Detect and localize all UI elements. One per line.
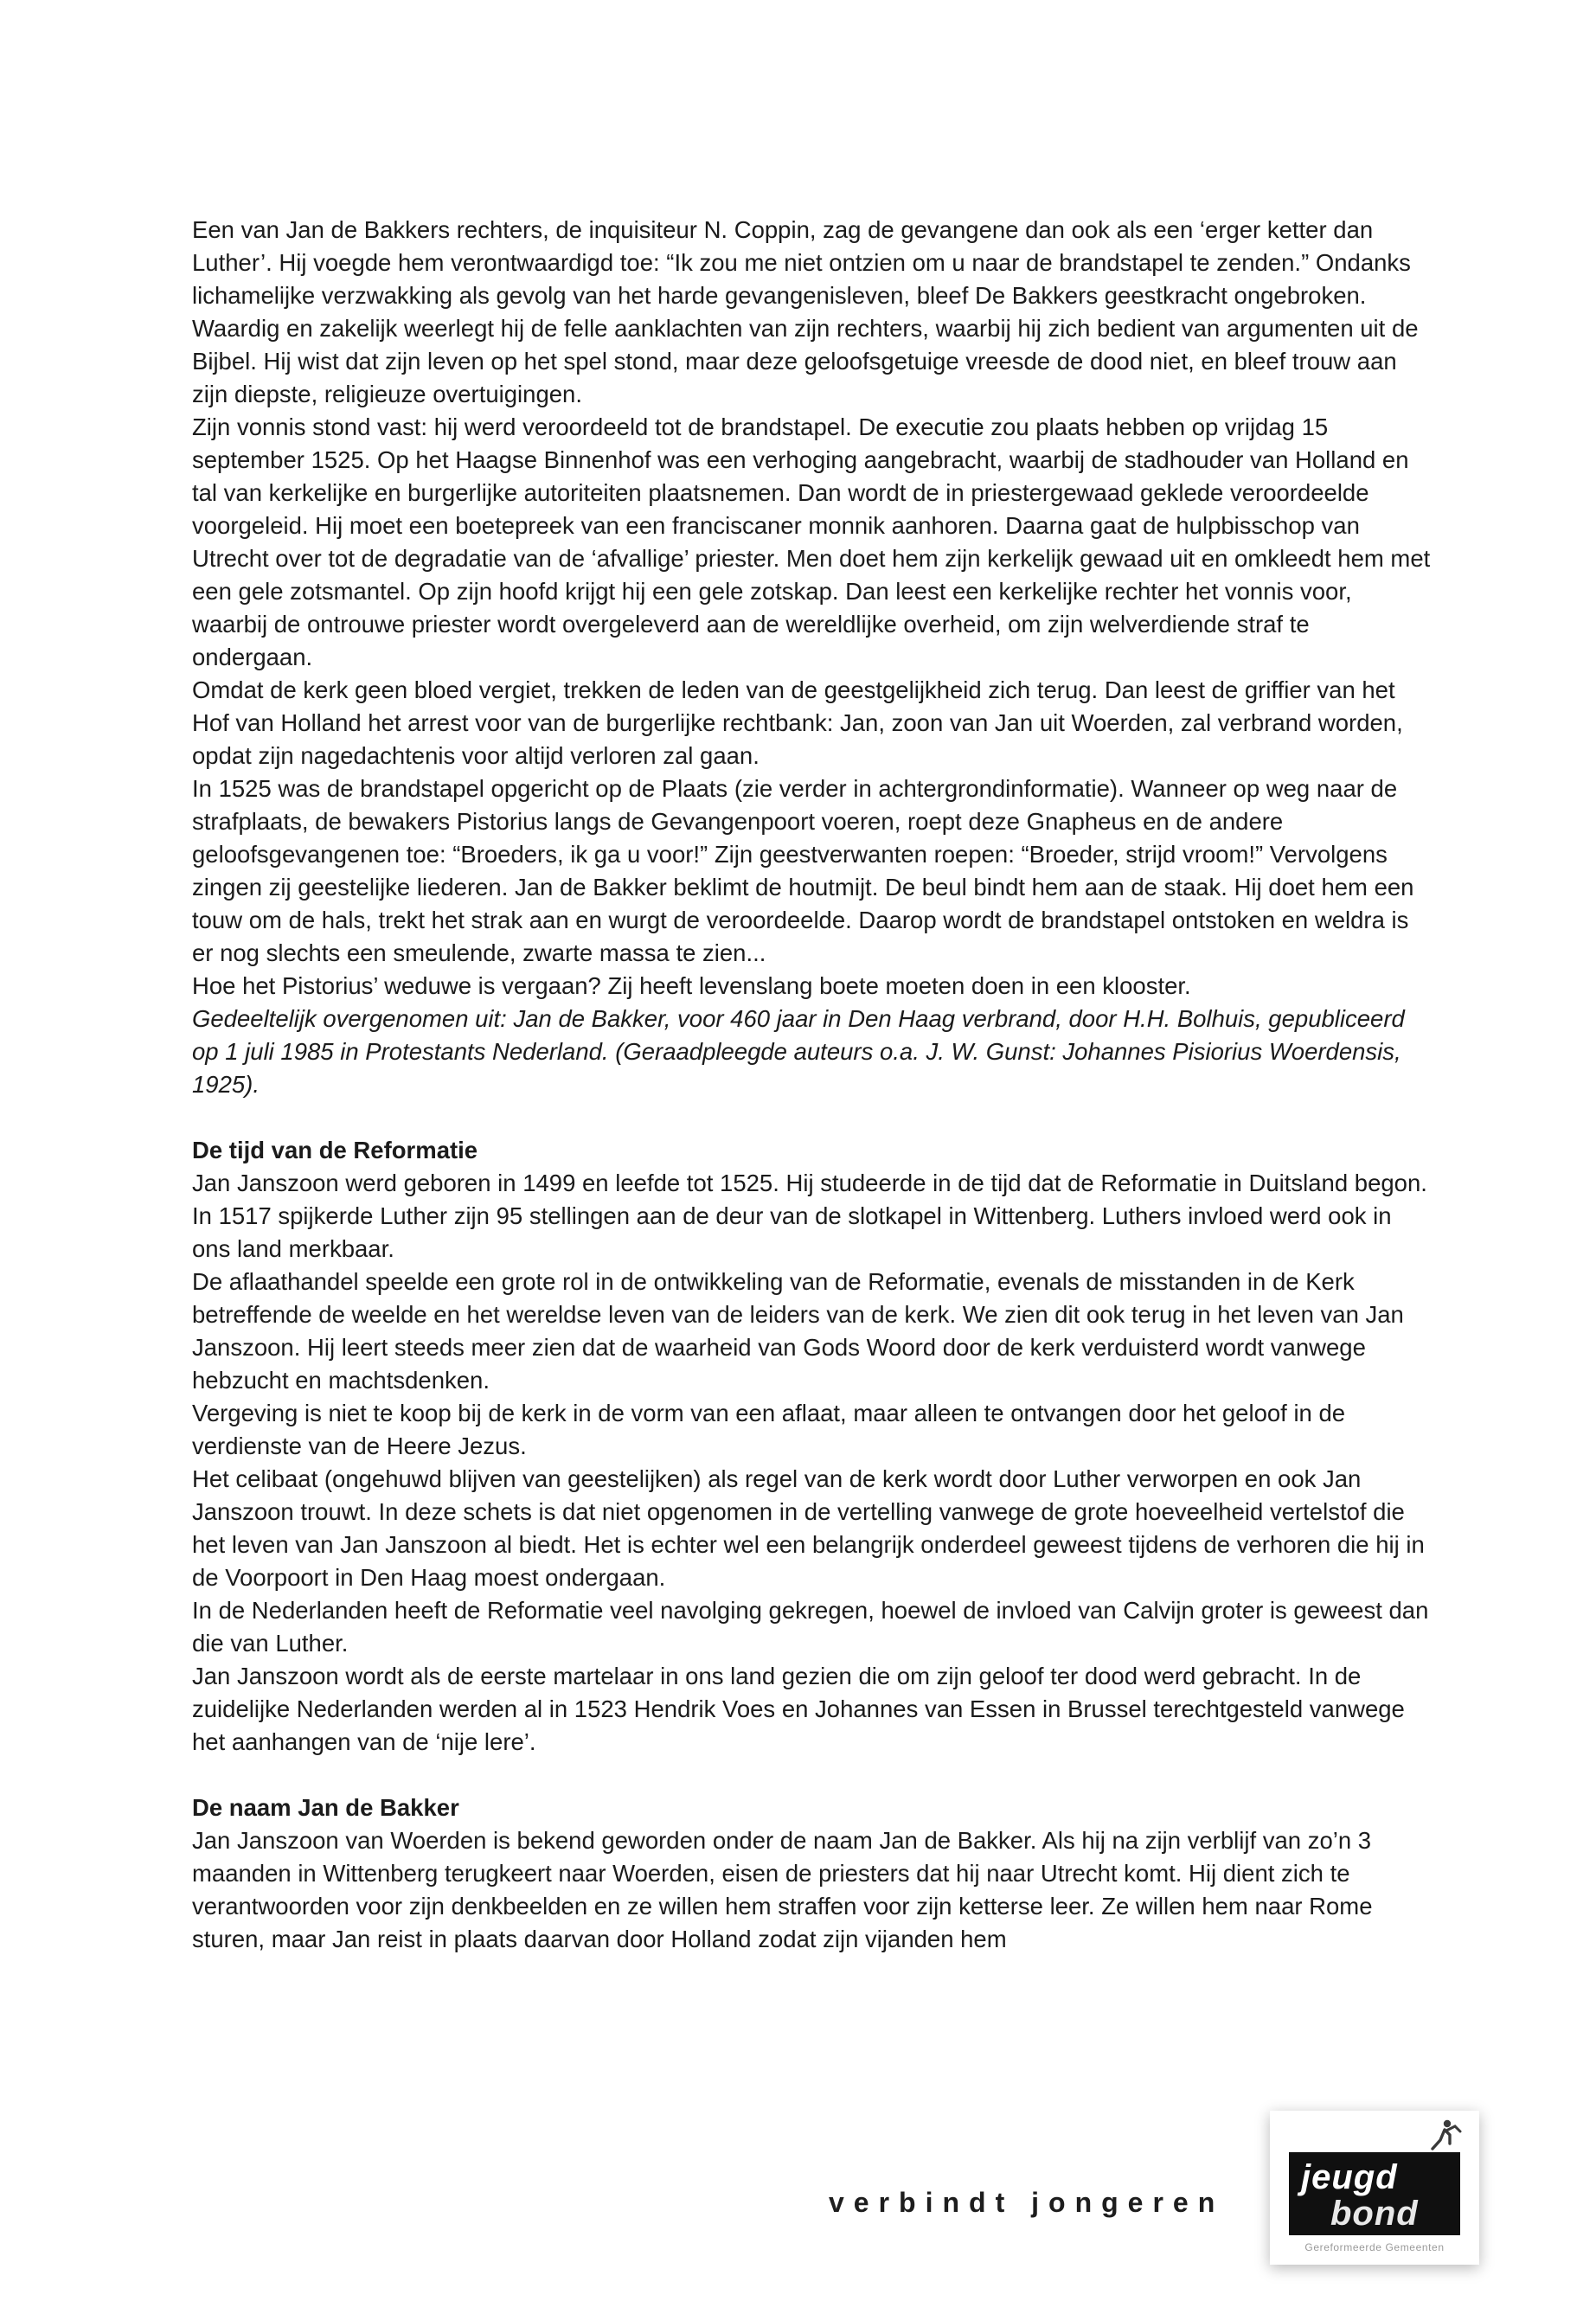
logo-black-box: [1289, 2152, 1460, 2235]
paragraph: Een van Jan de Bakkers rechters, de inquisiteur N. Coppin, zag de gevangene dan ook als een ‘erger ketter dan Luther’. Hij voegde hem verontwaardigd toe: “Ik zou me niet ontzien om u naar de brandstapel te zenden.” Ondanks lichamelijke verzwakking als gevolg van het harde gevangenisleven, bleef De Bakkers geestkracht ongebroken. Waardig en zakelijk weerlegt hij de felle aanklachten van zijn rechters, waarbij hij zich bedient van argumenten uit de Bijbel. Hij wist dat zijn leven op het spel stond, maar deze geloofsgetuige vreesde de dood niet, en bleef trouw aan zijn diepste, religieuze overtuigingen.: [192, 216, 1419, 407]
paragraph: Jan Janszoon werd geboren in 1499 en leefde tot 1525. Hij studeerde in de tijd dat de Reformatie in Duitsland begon. In 1517 spijkerde Luther zijn 95 stellingen aan de deur van de slotkapel in Wittenberg. Luthers invloed werd ook in ons land merkbaar.: [192, 1170, 1427, 1262]
article-body: [192, 214, 1431, 1956]
logo-subtext: Gereformeerde Gemeenten: [1304, 2241, 1445, 2253]
section-heading: De naam Jan de Bakker: [192, 1794, 459, 1821]
paragraph: Zijn vonnis stond vast: hij werd veroordeeld tot de brandstapel. De executie zou plaats hebben op vrijdag 15 september 1525. Op het Haagse Binnenhof was een verhoging aangebracht, waarbij de stadhouder van Holland en tal van kerkelijke en burgerlijke autoriteiten plaatsnemen. Dan wordt de in priestergewaad geklede veroordeelde voorgeleid. Hij moet een boetepreek van een franciscaner monnik aanhoren. Daarna gaat de hulpbisschop van Utrecht over tot de degradatie van de ‘afvallige’ priester. Men doet hem zijn kerkelijk gewaad uit en omkleedt hem met een gele zotsmantel. Op zijn hoofd krijgt hij een gele zotskap. Dan leest een kerkelijke rechter het vonnis voor, waarbij de ontrouwe priester wordt overgeleverd aan de wereldlijke overheid, om zijn welverdiende straf te ondergaan.: [192, 413, 1431, 670]
section-heading: De tijd van de Reformatie: [192, 1137, 478, 1163]
jumping-person-icon: [1424, 2118, 1464, 2152]
logo-word-bond: bond: [1330, 2195, 1419, 2233]
tagline-text: verbindt jongeren: [829, 2187, 1225, 2218]
paragraph: De aflaathandel speelde een grote rol in de ontwikkeling van de Reformatie, evenals de misstanden in de Kerk betreffende de weelde en het wereldse leven van de leiders van de kerk. We zien dit ook terug in het leven van Jan Janszoon. Hij leert steeds meer zien dat de waarheid van Gods Woord door de kerk verduisterd wordt vanwege hebzucht en machtsdenken.: [192, 1268, 1404, 1394]
paragraph: Vergeving is niet te koop bij de kerk in de vorm van een aflaat, maar alleen te ontvangen door het geloof in de verdienste van de Heere Jezus.: [192, 1400, 1346, 1459]
paragraph: Jan Janszoon van Woerden is bekend geworden onder de naam Jan de Bakker. Als hij na zijn verblijf van zo’n 3 maanden in Wittenberg terugkeert naar Woerden, eisen de priesters dat hij naar Utrecht komt. Hij dient zich te verantwoorden voor zijn denkbeelden en ze willen hem straffen voor zijn ketterse leer. Ze willen hem naar Rome sturen, maar Jan reist in plaats daarvan door Holland zodat zijn vijanden hem: [192, 1827, 1373, 1952]
paragraph: Het celibaat (ongehuwd blijven van geestelijken) als regel van de kerk wordt door Luther verworpen en ook Jan Janszoon trouwt. In deze schets is dat niet opgenomen in de vertelling vanwege de grote hoeveelheid vertelstof die het leven van Jan Janszoon al biedt. Het is echter wel een belangrijk onderdeel geweest tijdens de verhoren die hij in de Voorpoort in Den Haag moest ondergaan.: [192, 1465, 1425, 1591]
paragraph: Omdat de kerk geen bloed vergiet, trekken de leden van de geestgelijkheid zich terug. Dan leest de griffier van het Hof van Holland het arrest voor van de burgerlijke rechtbank: Jan, zoon van Jan uit Woerden, zal verbrand worden, opdat zijn nagedachtenis voor altijd verloren zal gaan.: [192, 676, 1403, 769]
paragraph: Gedeeltelijk overgenomen uit: Jan de Bakker, voor 460 jaar in Den Haag verbrand, door H.H. Bolhuis, gepubliceerd op 1 juli 1985 in Protestants Nederland. (Geraadpleegde auteurs o.a. J. W. Gunst: Johannes Pisiorius Woerdensis, 1925).: [192, 1005, 1405, 1098]
paragraph: Hoe het Pistorius’ weduwe is vergaan? Zij heeft levenslang boete moeten doen in een klooster.: [192, 972, 1191, 999]
paragraph: Jan Janszoon wordt als de eerste martelaar in ons land gezien die om zijn geloof ter dood werd gebracht. In de zuidelijke Nederlanden werden al in 1523 Hendrik Voes en Johannes van Essen in Brussel terechtgesteld vanwege het aanhangen van de ‘nije lere’.: [192, 1663, 1405, 1755]
paragraph: In 1525 was de brandstapel opgericht op de Plaats (zie verder in achtergrondinformatie). Wanneer op weg naar de strafplaats, de bewakers Pistorius langs de Gevangenpoort voeren, roept deze Gnapheus en de andere geloofsgevangenen toe: “Broeders, ik ga u voor!” Zijn geestverwanten roepen: “Broeder, strijd vroom!” Vervolgens zingen zij geestelijke liederen. Jan de Bakker beklimt de houtmijt. De beul bindt hem aan de staak. Hij doet hem een touw om de hals, trekt het strak aan en wurgt de veroordeelde. Daarop wordt de brandstapel ontstoken en weldra is er nog slechts een smeulende, zwarte massa te zien...: [192, 775, 1414, 966]
jeugdbond-logo: [1270, 2111, 1479, 2265]
paragraph: In de Nederlanden heeft de Reformatie veel navolging gekregen, hoewel de invloed van Calvijn groter is geweest dan die van Luther.: [192, 1597, 1429, 1657]
logo-word-jeugd: jeugd: [1301, 2158, 1398, 2196]
